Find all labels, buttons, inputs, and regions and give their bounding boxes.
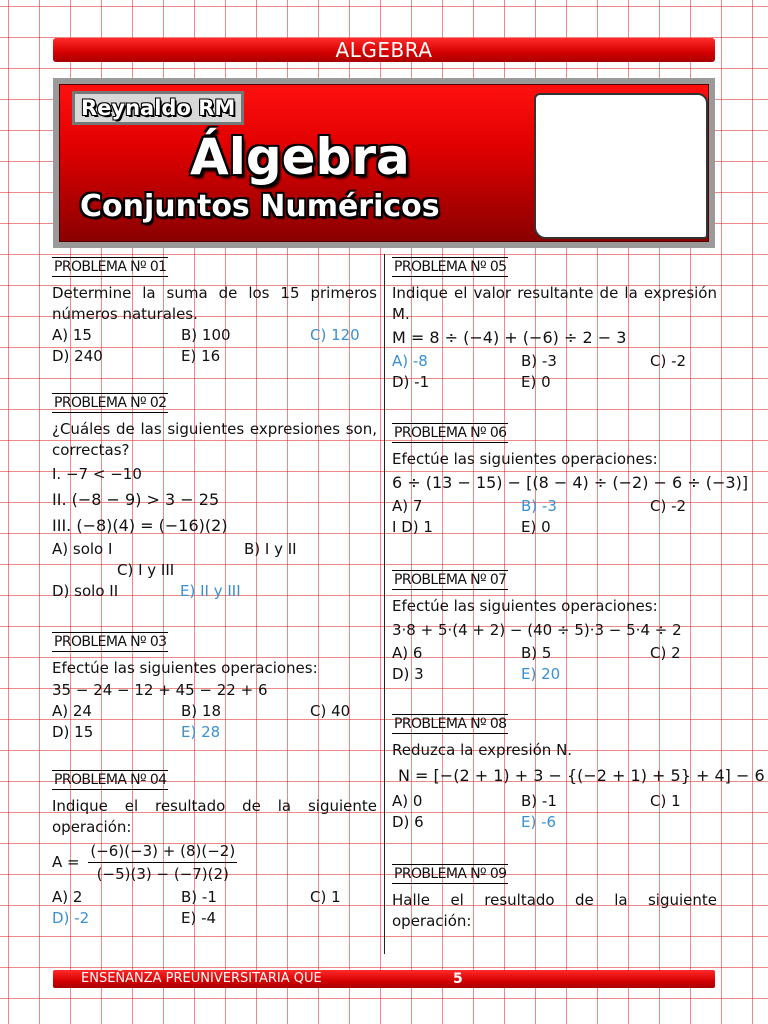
problem-title: PROBLEMA Nº 05 bbox=[394, 259, 507, 275]
option-c: C) I y III bbox=[117, 561, 175, 579]
option-a: A) solo I bbox=[52, 540, 113, 558]
column-divider bbox=[384, 254, 385, 954]
expression: 35 − 24 − 12 + 45 − 22 + 6 bbox=[52, 681, 268, 699]
statement-iii bbox=[52, 513, 377, 539]
option-a: A) 24 bbox=[52, 702, 92, 720]
problem-text: Efectúe las siguientes operaciones: bbox=[392, 450, 658, 468]
problem-title: PROBLEMA Nº 03 bbox=[54, 634, 167, 650]
options-row bbox=[52, 581, 377, 602]
option-a-answer: A) -8 bbox=[392, 352, 428, 370]
statement-expr: (−8 − 9) > 3 − 25 bbox=[71, 490, 220, 509]
options-row bbox=[392, 351, 717, 372]
option-c: C) 2 bbox=[650, 644, 681, 662]
problem-03 bbox=[52, 631, 377, 743]
statement-label: I. bbox=[52, 465, 62, 483]
problem-text: Halle el resultado de la siguiente operación: bbox=[392, 891, 717, 930]
options-row bbox=[52, 560, 377, 581]
problem-01 bbox=[52, 256, 377, 367]
problem-title: PROBLEMA Nº 02 bbox=[54, 395, 167, 411]
option-a: A) 7 bbox=[392, 497, 423, 515]
option-e: E) 16 bbox=[181, 347, 221, 365]
option-b: B) 18 bbox=[181, 702, 221, 720]
option-d: D) 240 bbox=[52, 347, 103, 365]
option-a: A) 6 bbox=[392, 644, 423, 662]
problem-text: Indique el valor resultante de la expresión M. bbox=[392, 284, 717, 323]
options-row bbox=[52, 722, 377, 743]
problem-09 bbox=[392, 863, 717, 932]
problem-title: PROBLEMA Nº 01 bbox=[54, 259, 167, 275]
options-row bbox=[52, 325, 377, 346]
problem-title: PROBLEMA Nº 07 bbox=[394, 572, 507, 588]
fraction-denominator: (−5)(3) − (−7)(2) bbox=[96, 865, 229, 883]
option-a: A) 2 bbox=[52, 888, 83, 906]
photo-placeholder bbox=[534, 93, 708, 239]
problem-text: Indique el resultado de la siguiente operación: bbox=[52, 797, 377, 836]
author-badge: Reynaldo RM bbox=[72, 91, 244, 125]
option-e: E) 0 bbox=[521, 373, 551, 391]
problem-02 bbox=[52, 392, 377, 602]
options-row bbox=[52, 539, 377, 560]
options-row bbox=[392, 517, 717, 538]
problem-07 bbox=[392, 569, 717, 685]
options-row bbox=[392, 372, 717, 393]
options-row bbox=[52, 908, 377, 929]
title-banner bbox=[53, 78, 715, 248]
problem-title: PROBLEMA Nº 04 bbox=[54, 772, 167, 788]
options-row bbox=[392, 791, 717, 812]
options-row bbox=[52, 887, 377, 908]
problem-text: Efectúe las siguientes operaciones: bbox=[52, 659, 318, 677]
option-d: I D) 1 bbox=[392, 518, 433, 536]
option-a: A) 15 bbox=[52, 326, 92, 344]
option-c-answer: C) 120 bbox=[310, 326, 360, 344]
statement-label: II. bbox=[52, 490, 67, 509]
statement-i bbox=[52, 461, 377, 487]
options-row bbox=[392, 664, 717, 685]
option-e-answer: E) 28 bbox=[181, 723, 221, 741]
problem-title: PROBLEMA Nº 09 bbox=[394, 866, 507, 882]
option-b: B) -1 bbox=[181, 888, 217, 906]
option-d: D) 15 bbox=[52, 723, 94, 741]
banner-panel bbox=[59, 84, 709, 242]
option-e-answer: E) 20 bbox=[521, 665, 561, 683]
header-bar bbox=[53, 38, 715, 62]
footer-bar bbox=[53, 970, 715, 988]
option-c: C) -2 bbox=[650, 352, 687, 370]
problem-title: PROBLEMA Nº 08 bbox=[394, 716, 507, 732]
footer-text: ENSEÑANZA PREUNIVERSITARIA QUE bbox=[81, 971, 322, 986]
page-number: 5 bbox=[453, 971, 463, 987]
expression: M = 8 ÷ (−4) + (−6) ÷ 2 − 3 bbox=[392, 328, 627, 347]
option-c: C) 40 bbox=[310, 702, 351, 720]
option-b: B) 5 bbox=[521, 644, 552, 662]
problem-04 bbox=[52, 769, 377, 929]
option-d: D) 6 bbox=[392, 813, 424, 831]
option-b: B) -3 bbox=[521, 352, 557, 370]
options-row bbox=[392, 643, 717, 664]
problem-06 bbox=[392, 422, 749, 538]
fraction-numerator: (−6)(−3) + (8)(−2) bbox=[88, 840, 237, 863]
options-row bbox=[392, 812, 717, 833]
banner-title: Álgebra bbox=[190, 128, 410, 186]
problem-text: Efectúe las siguientes operaciones: bbox=[392, 597, 658, 615]
problem-text: Determine la suma de los 15 primeros números naturales. bbox=[52, 284, 377, 323]
problem-05 bbox=[392, 256, 717, 393]
options-row bbox=[392, 496, 717, 517]
option-d: D) solo II bbox=[52, 582, 119, 600]
fraction-expression bbox=[52, 840, 377, 885]
banner-subtitle: Conjuntos Numéricos bbox=[80, 189, 440, 224]
fraction bbox=[88, 840, 237, 885]
expression: 3·8 + 5·(4 + 2) − (40 ÷ 5)·3 − 5·4 ÷ 2 bbox=[392, 621, 682, 639]
option-e: E) 0 bbox=[521, 518, 551, 536]
option-b: B) I y II bbox=[244, 540, 297, 558]
option-e-answer: E) II y III bbox=[180, 582, 241, 600]
option-e-answer: E) -6 bbox=[521, 813, 557, 831]
statement-expr: −7 < −10 bbox=[65, 465, 142, 483]
option-d: D) -1 bbox=[392, 373, 430, 391]
option-b-answer: B) -3 bbox=[521, 497, 557, 515]
option-d-answer: D) -2 bbox=[52, 909, 90, 927]
option-c: C) 1 bbox=[310, 888, 341, 906]
option-c: C) 1 bbox=[650, 792, 681, 810]
options-row bbox=[52, 346, 377, 367]
statement-ii bbox=[52, 487, 377, 513]
option-b: B) 100 bbox=[181, 326, 231, 344]
expression: N = [−(2 + 1) + 3 − {(−2 + 1) + 5} + 4] − 6 bbox=[398, 766, 765, 785]
option-b: B) -1 bbox=[521, 792, 557, 810]
expression: 6 ÷ (13 − 15) − [(8 − 4) ÷ (−2) − 6 ÷ (−3)] bbox=[392, 473, 749, 492]
problem-text: Reduzca la expresión N. bbox=[392, 741, 573, 759]
expression-lhs: A = bbox=[52, 853, 80, 871]
problem-08 bbox=[392, 713, 765, 833]
problem-title: PROBLEMA Nº 06 bbox=[394, 425, 507, 441]
header-subject: ALGEBRA bbox=[335, 38, 433, 62]
statement-expr: (−8)(4) = (−16)(2) bbox=[76, 516, 228, 535]
statement-label: III. bbox=[52, 516, 72, 535]
problem-text: ¿Cuáles de las siguientes expresiones son, correctas? bbox=[52, 420, 377, 459]
option-d: D) 3 bbox=[392, 665, 424, 683]
option-c: C) -2 bbox=[650, 497, 687, 515]
options-row bbox=[52, 701, 377, 722]
option-e: E) -4 bbox=[181, 909, 217, 927]
option-a: A) 0 bbox=[392, 792, 423, 810]
